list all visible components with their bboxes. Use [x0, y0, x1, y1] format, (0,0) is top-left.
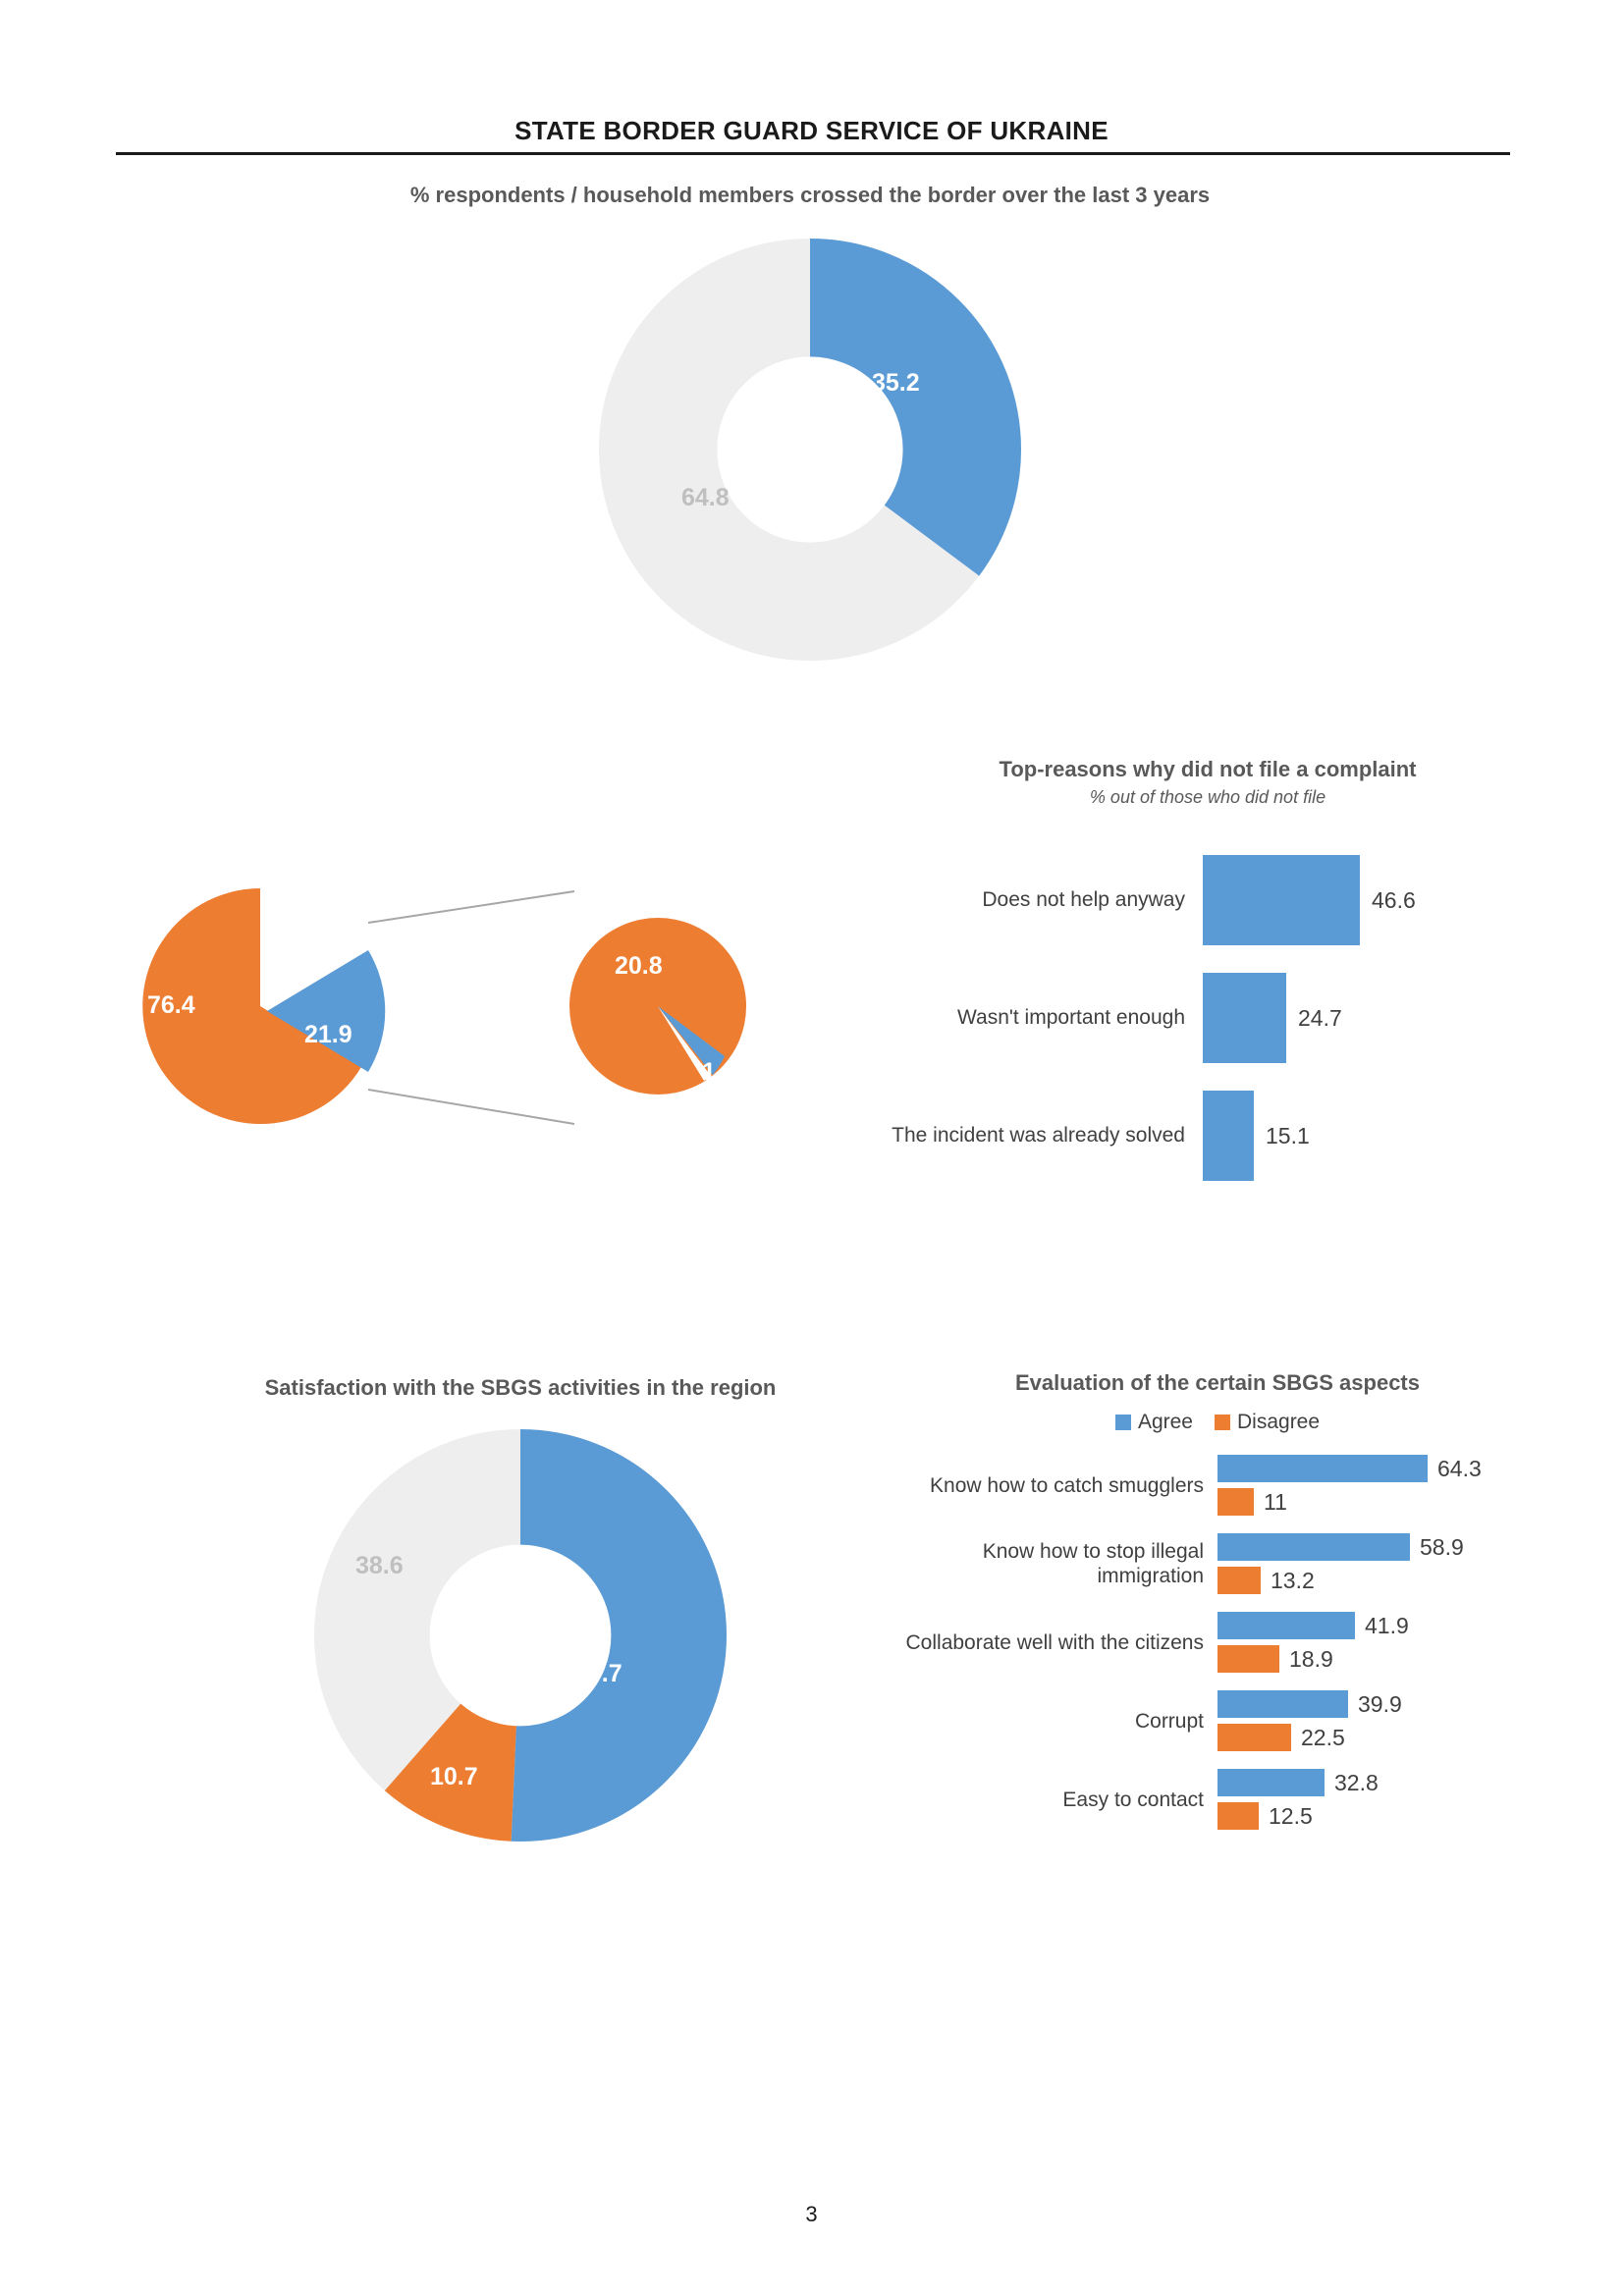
eval-barline-agree	[1217, 1609, 1551, 1642]
eval-bars	[1217, 1530, 1551, 1597]
eval-value-agree: 41.9	[1365, 1612, 1409, 1638]
reason-bar	[1203, 855, 1360, 945]
eval-barline-agree	[1217, 1530, 1551, 1564]
eval-value-disagree: 13.2	[1271, 1567, 1315, 1593]
reason-row	[864, 841, 1551, 959]
reason-value: 24.7	[1298, 1004, 1342, 1031]
eval-barline-disagree	[1217, 1485, 1551, 1519]
eval-value-agree: 64.3	[1437, 1455, 1482, 1481]
eval-bar-disagree	[1217, 1802, 1259, 1830]
donut-crossing-value-crossed: 35.2	[872, 369, 920, 398]
chart-evaluation	[884, 1369, 1551, 1844]
legend-label-agree: Agree	[1137, 1411, 1193, 1434]
chart-complaint-pie-of-pie	[108, 864, 815, 1188]
donut-satisfaction-value-dissatisfied: 10.7	[430, 1763, 478, 1791]
eval-barline-agree	[1217, 1687, 1551, 1721]
eval-bar-agree	[1217, 1533, 1410, 1561]
eval-label: Corrupt	[1134, 1709, 1204, 1733]
chart-crossing-border	[295, 182, 1325, 661]
eval-bars	[1217, 1766, 1551, 1833]
legend-swatch-disagree	[1215, 1415, 1230, 1430]
eval-row	[884, 1766, 1551, 1833]
eval-barline-disagree	[1217, 1799, 1551, 1833]
donut-satisfaction-value-hardtosay: 38.6	[355, 1552, 404, 1580]
eval-label: Easy to contact	[1062, 1788, 1204, 1811]
donut-satisfaction-value-satisfied: 50.7	[574, 1660, 622, 1688]
eval-barline-disagree	[1217, 1564, 1551, 1597]
reason-label: The incident was already solved	[892, 1124, 1185, 1148]
chart-top-reasons-title: Top-reasons why did not file a complaint	[999, 757, 1417, 781]
reason-value: 15.1	[1266, 1122, 1310, 1148]
donut-satisfaction	[314, 1429, 727, 1842]
pie-main-label-orange: 76.4	[147, 991, 195, 1019]
eval-label: Know how to stop illegal immigration	[982, 1539, 1204, 1588]
pie-connector-bottom	[368, 1090, 574, 1124]
pie-of-pie-svg	[108, 864, 815, 1188]
eval-value-disagree: 22.5	[1301, 1724, 1345, 1750]
eval-bar-agree	[1217, 1769, 1325, 1796]
reason-bar-list	[864, 841, 1551, 1195]
eval-value-agree: 39.9	[1358, 1690, 1402, 1717]
donut-satisfaction-svg	[314, 1429, 727, 1842]
reason-bar-wrap	[1203, 1091, 1551, 1181]
pie-connector-top	[368, 891, 574, 923]
eval-bar-disagree	[1217, 1645, 1279, 1673]
eval-row	[884, 1609, 1551, 1676]
eval-value-agree: 58.9	[1420, 1533, 1464, 1560]
eval-barline-agree	[1217, 1452, 1551, 1485]
eval-bars	[1217, 1452, 1551, 1519]
reason-bar	[1203, 1091, 1254, 1181]
eval-value-disagree: 12.5	[1269, 1802, 1313, 1829]
header-divider	[116, 152, 1510, 155]
eval-value-disagree: 18.9	[1289, 1645, 1333, 1672]
reason-value: 46.6	[1372, 886, 1416, 913]
eval-bars	[1217, 1609, 1551, 1676]
chart-top-reasons	[864, 756, 1551, 1195]
reason-row	[864, 959, 1551, 1077]
eval-bar-disagree	[1217, 1724, 1291, 1751]
eval-bar-disagree	[1217, 1567, 1261, 1594]
eval-barline-agree	[1217, 1766, 1551, 1799]
page-title: STATE BORDER GUARD SERVICE OF UKRAINE	[514, 116, 1109, 145]
eval-barline-disagree	[1217, 1721, 1551, 1754]
eval-value-agree: 32.8	[1334, 1769, 1379, 1795]
eval-bar-agree	[1217, 1690, 1348, 1718]
chart-satisfaction	[206, 1374, 835, 1842]
legend-item-disagree	[1215, 1411, 1320, 1434]
pie-secondary-label-orange: 20.8	[615, 952, 663, 980]
page-number: 3	[805, 2202, 818, 2226]
eval-row	[884, 1687, 1551, 1754]
donut-crossing-value-not-crossed: 64.8	[681, 484, 730, 512]
eval-bar-list	[884, 1452, 1551, 1833]
eval-row	[884, 1530, 1551, 1597]
reason-label: Wasn't important enough	[956, 1006, 1185, 1030]
eval-bar-disagree	[1217, 1488, 1254, 1516]
chart-evaluation-legend	[884, 1411, 1551, 1434]
chart-satisfaction-title: Satisfaction with the SBGS activities in the region	[264, 1375, 777, 1400]
eval-barline-disagree	[1217, 1642, 1551, 1676]
donut-crossing-svg	[599, 239, 1021, 661]
pie-secondary-label-blue: 1.1	[702, 1058, 736, 1086]
legend-item-agree	[1115, 1411, 1193, 1434]
eval-bars	[1217, 1687, 1551, 1754]
reason-bar	[1203, 973, 1286, 1063]
eval-bar-agree	[1217, 1612, 1355, 1639]
eval-value-disagree: 11	[1264, 1488, 1287, 1515]
reason-label: Does not help anyway	[982, 888, 1185, 912]
pie-main-label-blue: 21.9	[304, 1021, 352, 1048]
reason-row	[864, 1077, 1551, 1195]
reason-bar-wrap	[1203, 973, 1551, 1063]
legend-label-disagree: Disagree	[1237, 1411, 1321, 1434]
chart-evaluation-title: Evaluation of the certain SBGS aspects	[1014, 1370, 1420, 1395]
legend-swatch-agree	[1115, 1415, 1131, 1430]
eval-row	[884, 1452, 1551, 1519]
chart-crossing-title: % respondents / household members crossed the border over the last 3 years	[409, 183, 1211, 207]
chart-top-reasons-subtitle: % out of those who did not file	[1089, 787, 1326, 808]
eval-label: Collaborate well with the citizens	[905, 1630, 1204, 1654]
donut-crossing	[599, 239, 1021, 661]
eval-bar-agree	[1217, 1455, 1428, 1482]
reason-bar-wrap	[1203, 855, 1551, 945]
eval-label: Know how to catch smugglers	[930, 1473, 1204, 1497]
